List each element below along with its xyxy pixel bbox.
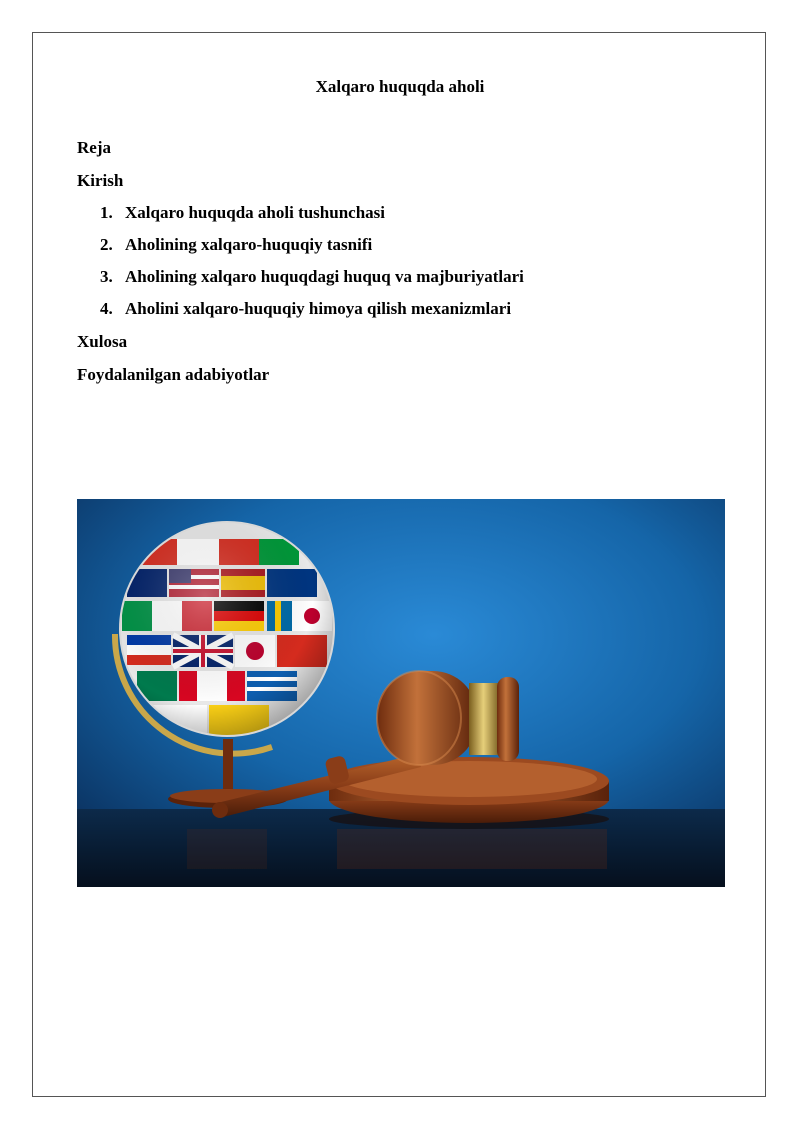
document-title: Xalqaro huquqda aholi: [315, 77, 485, 96]
toc-item-text: Aholini xalqaro-huquqiy himoya qilish mexanizmlari: [125, 299, 512, 318]
toc-item: [100, 202, 385, 224]
toc-item: [100, 298, 511, 320]
references-heading: Foydalanilgan adabiyotlar: [77, 365, 270, 384]
toc-item: [100, 266, 524, 288]
plan-heading: Reja: [77, 138, 111, 157]
toc-item-number: 2.: [100, 235, 113, 254]
toc-item-number: 4.: [100, 299, 113, 318]
globe-gavel-illustration: [77, 499, 725, 887]
toc-item-text: Xalqaro huquqda aholi tushunchasi: [125, 203, 386, 222]
toc-item-number: 3.: [100, 267, 113, 286]
intro-heading: Kirish: [77, 171, 124, 190]
toc-item: [100, 234, 372, 256]
toc-item-number: 1.: [100, 203, 113, 222]
toc-item-text: Aholining xalqaro-huquqiy tasnifi: [125, 235, 373, 254]
toc-item-text: Aholining xalqaro huquqdagi huquq va majburiyatlari: [125, 267, 524, 286]
conclusion-heading: Xulosa: [77, 332, 128, 351]
